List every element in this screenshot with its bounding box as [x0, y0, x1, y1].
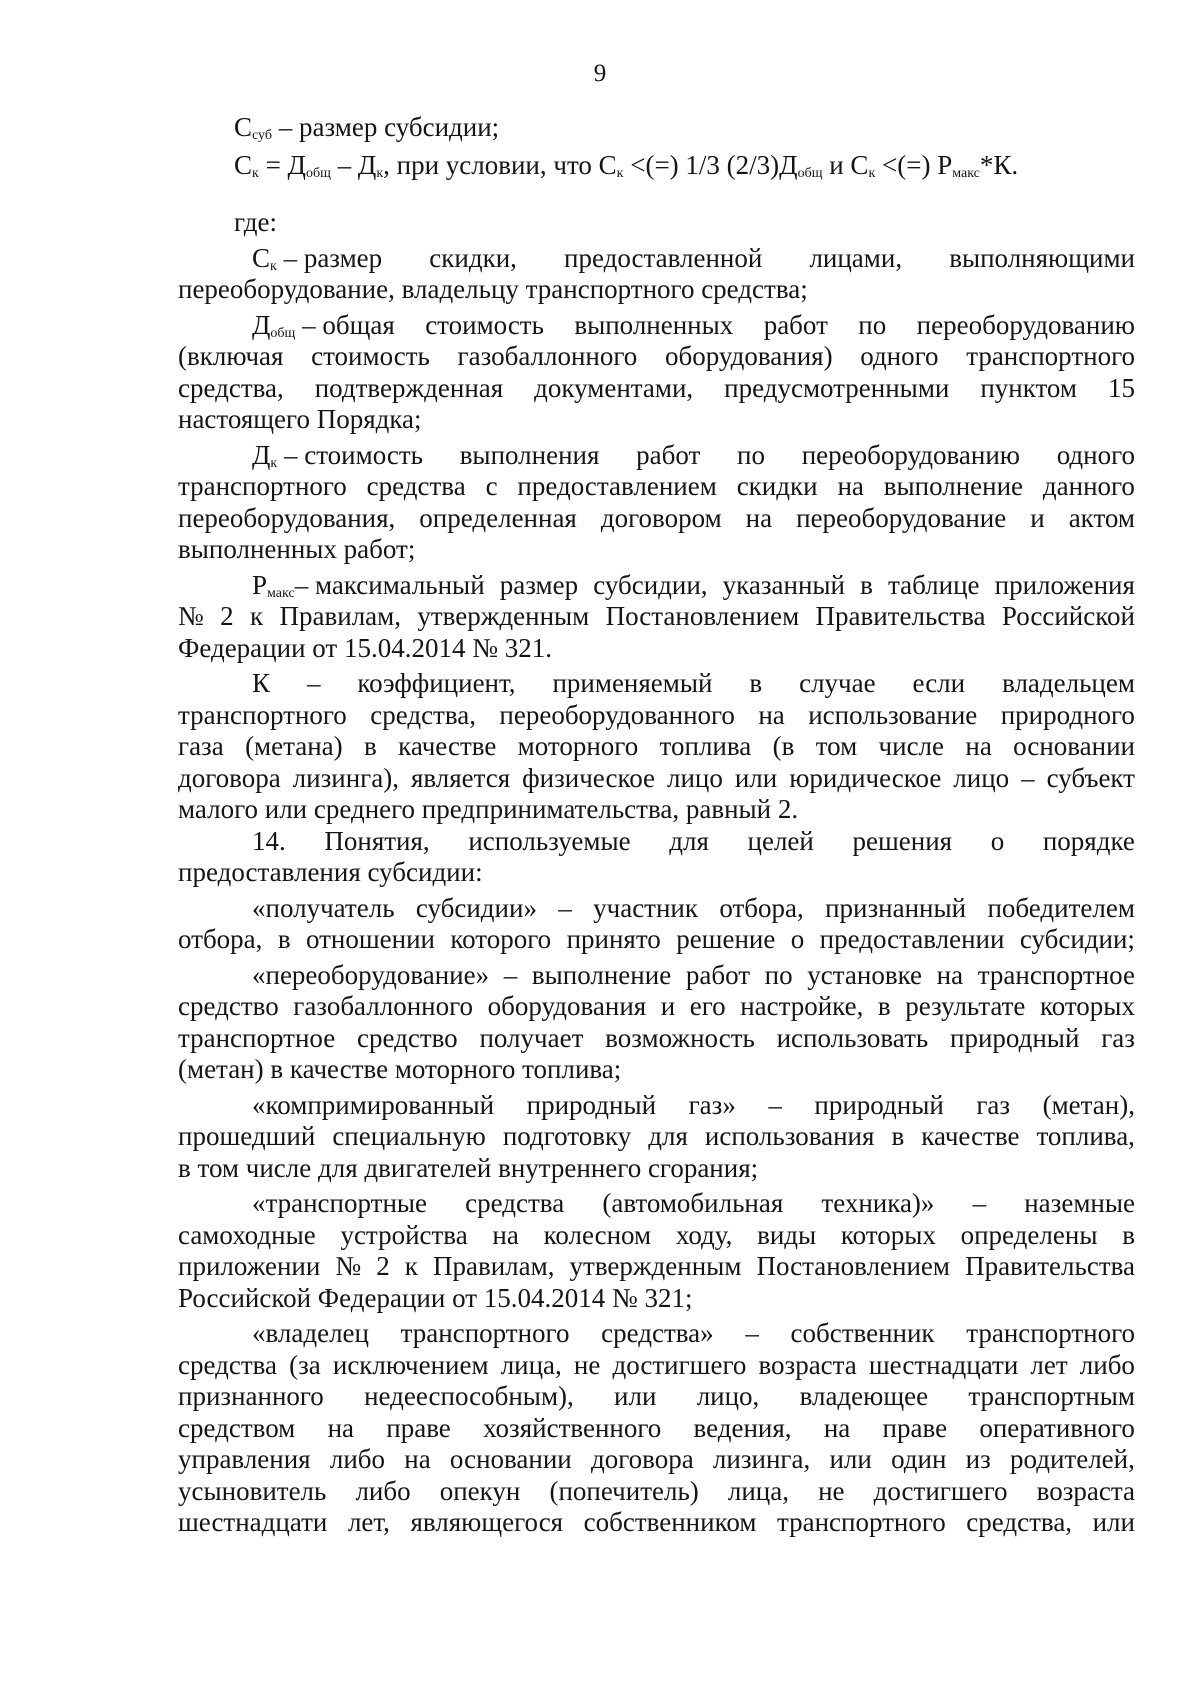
definition-ck [178, 243, 1135, 306]
definition-line: $Р_{макс}-$ максимальный размер субсидии, указанный в таблице приложения [252, 569, 1135, 601]
page-number: 9 [593, 60, 607, 87]
definition-line: договора лизинга), является физическое лицо или юридическое лицо – субъект [178, 762, 1135, 793]
definition-line: выполненных работ; [178, 534, 416, 564]
term-line: средства (за исключением лица, не достигшего возраста шестнадцати лет либо [178, 1349, 1135, 1380]
term-line: приложении № 2 к Правилам, утвержденным Постановлением Правительства [178, 1251, 1135, 1281]
definition-line: $Д_к$ – стоимость выполнения работ по переоборудованию одного [252, 439, 1135, 471]
term-line: в том числе для двигателей внутреннего сгорания; [178, 1152, 759, 1183]
term-line: самоходные устройства на колесном ходу, виды которых определены в [178, 1219, 1135, 1250]
document-body [178, 112, 1135, 1539]
paragraph-line: 14. Понятия, используемые для целей решения о порядке [252, 825, 1135, 856]
term-vehicle-owner [178, 1318, 1135, 1539]
term-line: «владелец транспортного средства» – собственник транспортного [252, 1318, 1135, 1348]
definition-line: $Д_{общ}$ – общая стоимость выполненных работ по переоборудованию [252, 309, 1135, 341]
term-line: признанного недееспособным), или лицо, владеющее транспортным [178, 1381, 1135, 1411]
term-compressed-gas [178, 1090, 1135, 1185]
term-line: отбора, в отношении которого принято решение о предоставлении субсидии; [178, 924, 1135, 954]
definition-line: № 2 к Правилам, утвержденным Постановлением Правительства Российской [178, 601, 1135, 631]
definition-line: переоборудование, владельцу транспортного средства; [178, 274, 808, 304]
definition-pmax [178, 570, 1135, 665]
term-line: средством на праве хозяйственного ведения, на праве оперативного [178, 1412, 1135, 1443]
definition-line: Федерации от 15.04.2014 № 321. [178, 632, 552, 663]
term-line: средство газобаллонного оборудования и его настройке, в результате которых [178, 991, 1135, 1021]
definition-line: средства, подтвержденная документами, предусмотренными пунктом 15 [178, 372, 1135, 403]
term-line: «транспортные средства (автомобильная техника)» – наземные [252, 1188, 1135, 1218]
definition-line: транспортного средства, переоборудованного на использование природного [178, 699, 1135, 730]
term-line: (метан) в качестве моторного топлива; [178, 1054, 622, 1084]
term-subsidy-recipient [178, 893, 1135, 956]
definition-line: переоборудования, определенная договором на переоборудование и актом [178, 502, 1135, 533]
definition-dobsh [178, 310, 1135, 436]
definition-line: транспортного средства с предоставлением скидки на выполнение данного [178, 471, 1135, 501]
term-line: усыновитель либо опекун (попечитель) лица, не достигшего возраста [178, 1475, 1135, 1506]
definition-line: малого или среднего предпринимательства, равный 2. [178, 794, 799, 824]
definition-line: (включая стоимость газобаллонного оборудования) одного транспортного [178, 341, 1135, 371]
paragraph-14 [178, 826, 1135, 889]
definition-line: К – коэффициент, применяемый в случае если владельцем [252, 668, 1135, 698]
definition-dk [178, 440, 1135, 566]
term-line: «переоборудование» – выполнение работ по установке на транспортное [252, 959, 1135, 990]
term-line: транспортное средство получает возможность использовать природный газ [178, 1022, 1135, 1053]
definition-line: газа (метана) в качестве моторного топлива (в том числе на основании [178, 731, 1135, 761]
term-line: прошедший специальную подготовку для использования в качестве топлива, [178, 1121, 1135, 1151]
term-line: шестнадцати лет, являющегося собственником транспортного средства, или [178, 1507, 1135, 1537]
definition-line: $С_к$ – размер скидки, предоставленной лицами, выполняющими [252, 242, 1135, 274]
definition-k [178, 668, 1135, 826]
term-line: «получатель субсидии» – участник отбора, признанный победителем [252, 892, 1135, 923]
term-vehicles [178, 1188, 1135, 1314]
definition-line: настоящего Порядка; [178, 404, 422, 434]
term-line: «компримированный природный газ» – природный газ (метан), [252, 1089, 1135, 1120]
term-line: Российской Федерации от 15.04.2014 № 321; [178, 1282, 693, 1313]
term-line: управления либо на основании договора лизинга, или один из родителей, [178, 1444, 1135, 1474]
term-conversion [178, 960, 1135, 1086]
formula-discount: $С_к = Д_{общ} - Д_к$, при условии, что $С_к$ <(=) 1/3 $(2/3)Д_{общ}$ и $С_к$ <(=) $Р_{макс}*К$. [234, 149, 1019, 181]
formula-subsidy: $С_{суб}$ – размер субсидии; [234, 112, 500, 143]
paragraph-line: предоставления субсидии: [178, 857, 483, 887]
where-label: где: [234, 207, 277, 237]
